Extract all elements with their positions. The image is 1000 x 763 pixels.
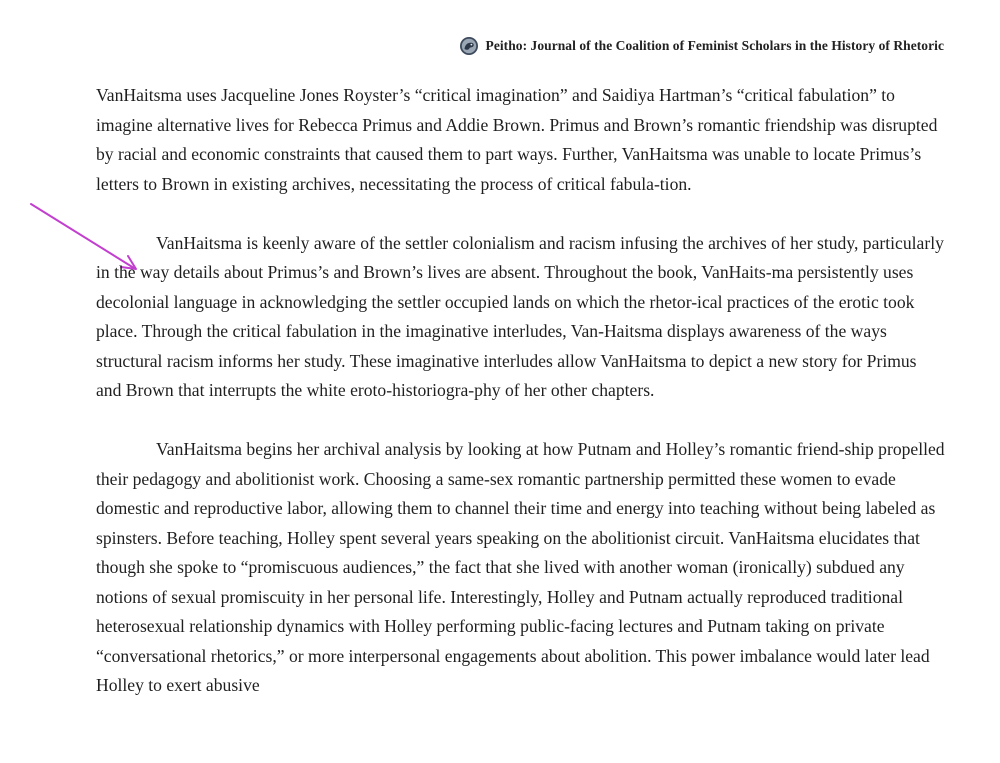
paragraph-1: VanHaitsma uses Jacqueline Jones Royster’s “critical imagination” and Saidiya Hartman’s “critical fabulation” to imagine alternative lives for Rebecca Primus and Addie Brown. Primus and Brown’s romantic friendship was disrupted by racial and economic constraints that caused them to part ways. Further, VanHaitsma was unable to locate Primus’s letters to Brown in existing archives, necessitating the process of critical fabula-tion. [96,85,938,194]
article-body [96,81,946,730]
paragraph-2: VanHaitsma is keenly aware of the settler colonialism and racism infusing the archives of her study, particularly in the way details about Primus’s and Brown’s lives are absent. Throughout the book, VanHaits-ma persistently uses decolonial language in acknowledging the settler occupied lands on which the rhetor-ical practices of the erotic took place. Through the critical fabulation in the imaginative interludes, Van-Haitsma displays awareness of the ways structural racism informs her study. These imaginative interludes allow VanHaitsma to depict a new story for Primus and Brown that interrupts the white eroto-historiogra-phy of her other chapters. [96,232,944,400]
running-header [459,36,944,56]
peitho-logo-icon [459,36,479,56]
journal-title: Peitho: Journal of the Coalition of Feminist Scholars in the History of Rhetoric [485,38,944,53]
paragraph-3: VanHaitsma begins her archival analysis by looking at how Putnam and Holley’s romantic friend-ship propelled their pedagogy and abolitionist work. Choosing a same-sex romantic partnership permitted these women to evade domestic and reproductive labor, allowing them to channel their time and energy into teaching without being labeled as spinsters. Before teaching, Holley spent several years speaking on the abolitionist circuit. VanHaitsma elucidates that though she spoke to “promiscuous audiences,” the fact that she lived with another woman (ironically) subdued any notions of sexual promiscuity in her personal life. Interestingly, Holley and Putnam actually reproduced traditional heterosexual relationship dynamics with Holley performing public-facing lectures and Putnam taking on private “conversational rhetorics,” or more interpersonal engagements about abolition. This power imbalance would later lead Holley to exert abusive [96,439,945,695]
